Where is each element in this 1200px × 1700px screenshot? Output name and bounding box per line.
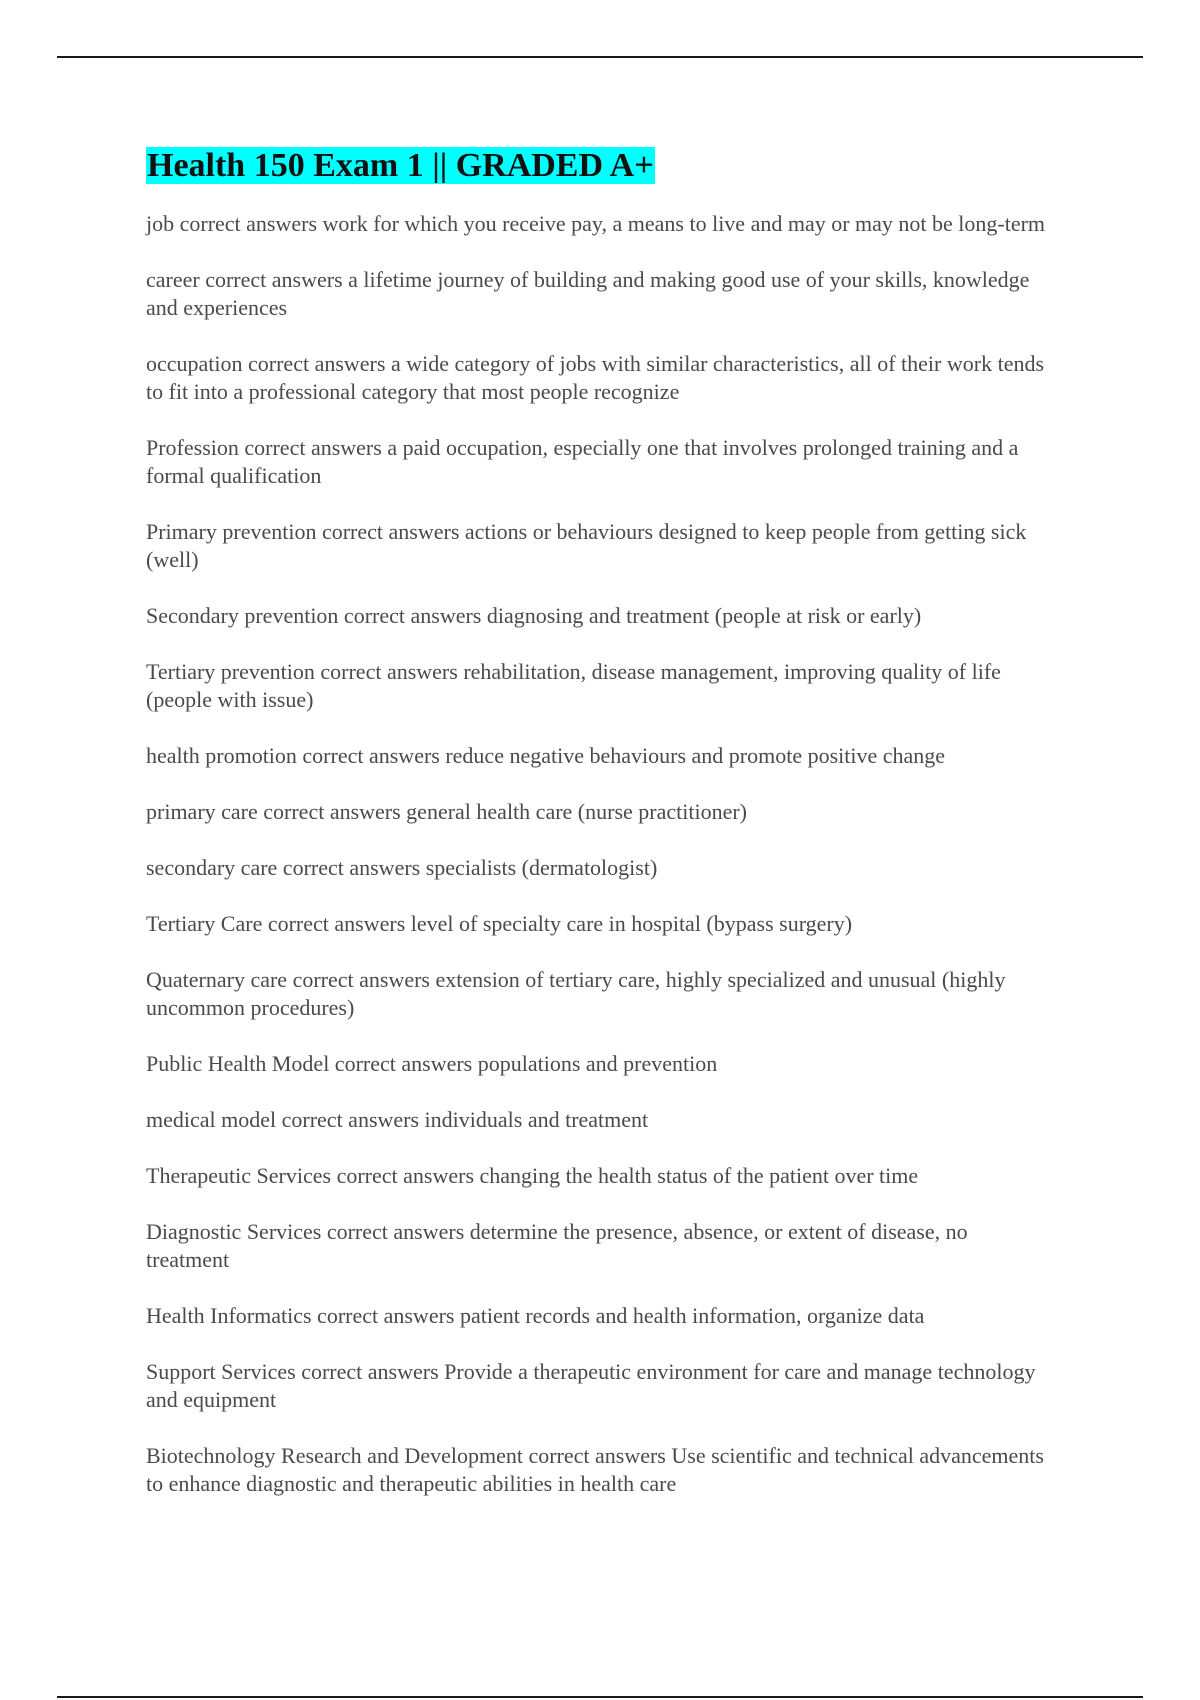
entry-biotechnology-rd: Biotechnology Research and Development correct answers Use scientific and technical advancements to enhance diagnostic and therapeutic abilities in health care: [146, 1443, 1044, 1496]
entry-medical-model: medical model correct answers individuals and treatment: [146, 1107, 649, 1132]
document-title-text: Health 150 Exam 1 || GRADED A+: [147, 147, 654, 184]
entry-primary-care: primary care correct answers general health care (nurse practitioner): [146, 799, 747, 824]
entry-tertiary-prevention: Tertiary prevention correct answers rehabilitation, disease management, improving quality of life (people with issue): [146, 659, 1001, 712]
entry-diagnostic-services: Diagnostic Services correct answers determine the presence, absence, or extent of disease, no treatment: [146, 1219, 968, 1272]
entry-public-health-model: Public Health Model correct answers populations and prevention: [146, 1051, 718, 1076]
entry-health-informatics: Health Informatics correct answers patient records and health information, organize data: [146, 1303, 925, 1328]
entry-secondary-care: secondary care correct answers specialists (dermatologist): [146, 855, 658, 880]
entry-profession: Profession correct answers a paid occupation, especially one that involves prolonged training and a formal qualification: [146, 435, 1019, 488]
entry-therapeutic-services: Therapeutic Services correct answers changing the health status of the patient over time: [146, 1163, 919, 1188]
entry-occupation: occupation correct answers a wide category of jobs with similar characteristics, all of their work tends to fit into a professional category that most people recognize: [146, 351, 1045, 404]
entry-support-services: Support Services correct answers Provide a therapeutic environment for care and manage technology and equipment: [146, 1359, 1036, 1412]
entry-tertiary-care: Tertiary Care correct answers level of specialty care in hospital (bypass surgery): [146, 911, 853, 936]
document-title: [146, 146, 1056, 186]
entry-career: career correct answers a lifetime journey of building and making good use of your skills, knowledge and experiences: [146, 267, 1030, 320]
bottom-rule: [57, 1696, 1143, 1698]
entry-secondary-prevention: Secondary prevention correct answers diagnosing and treatment (people at risk or early): [146, 603, 922, 628]
entry-primary-prevention: Primary prevention correct answers actions or behaviours designed to keep people from getting sick (well): [146, 519, 1027, 572]
top-rule: [57, 56, 1143, 58]
entry-health-promotion: health promotion correct answers reduce negative behaviours and promote positive change: [146, 743, 946, 768]
entry-list: [146, 210, 1056, 1498]
document-body: [146, 146, 1056, 1526]
entry-quaternary-care: Quaternary care correct answers extension of tertiary care, highly specialized and unusual (highly uncommon procedures): [146, 967, 1006, 1020]
entry-job: job correct answers work for which you receive pay, a means to live and may or may not be long-term: [146, 211, 1046, 236]
